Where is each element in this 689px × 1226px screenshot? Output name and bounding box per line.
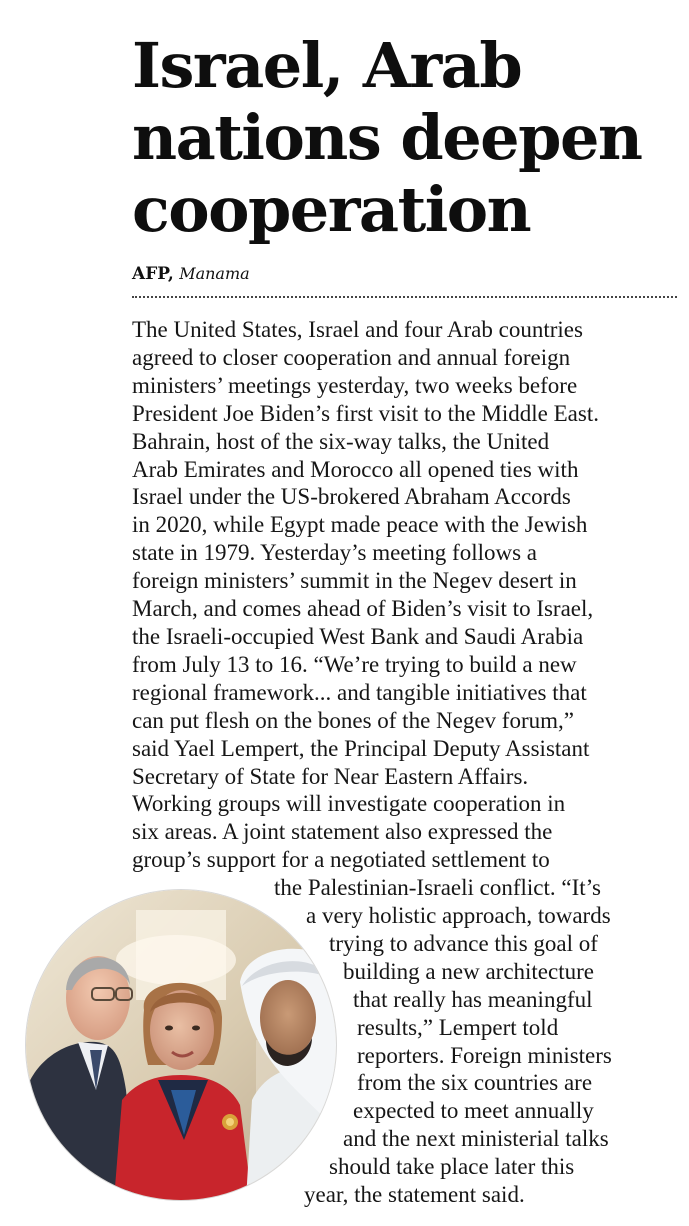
body-line: regional framework... and tangible initiatives that bbox=[132, 679, 587, 705]
body-line: can put flesh on the bones of the Negev forum,” bbox=[132, 707, 574, 733]
body-line: foreign ministers’ summit in the Negev desert in bbox=[132, 568, 577, 594]
body-line: in 2020, while Egypt made peace with the Jewish bbox=[132, 512, 588, 538]
byline-dateline: Manama bbox=[179, 264, 250, 283]
body-line: from July 13 to 16. “We’re trying to build a new bbox=[132, 651, 577, 677]
body-line: said Yael Lempert, the Principal Deputy Assistant bbox=[132, 735, 590, 761]
body-line: Secretary of State for Near Eastern Affairs. bbox=[132, 763, 529, 789]
body-line: six areas. A joint statement also expressed the bbox=[132, 819, 553, 845]
body-line: a very holistic approach, towards bbox=[306, 903, 611, 929]
body-line: Israel under the US-brokered Abraham Accords bbox=[132, 484, 571, 510]
body-line: ministers’ meetings yesterday, two weeks before bbox=[132, 372, 578, 398]
body-line: expected to meet annually bbox=[353, 1098, 594, 1124]
body-line: group’s support for a negotiated settlement to bbox=[132, 847, 550, 873]
byline bbox=[132, 263, 250, 285]
headline-line: cooperation bbox=[132, 173, 531, 246]
body-line: year, the statement said. bbox=[304, 1182, 525, 1208]
body-line: trying to advance this goal of bbox=[329, 930, 598, 956]
body-line: the Palestinian-Israeli conflict. “It’s bbox=[274, 875, 601, 901]
body-line: state in 1979. Yesterday’s meeting follows a bbox=[132, 540, 538, 566]
news-photo bbox=[26, 890, 336, 1200]
body-line: building a new architecture bbox=[343, 958, 594, 984]
headline-line: Israel, Arab bbox=[132, 29, 522, 102]
body-line: Bahrain, host of the six-way talks, the United bbox=[132, 428, 550, 454]
body-line: from the six countries are bbox=[357, 1070, 593, 1096]
body-line: agreed to closer cooperation and annual foreign bbox=[132, 344, 571, 370]
body-line: that really has meaningful bbox=[353, 986, 593, 1012]
body-line: and the next ministerial talks bbox=[343, 1126, 609, 1152]
headline bbox=[132, 30, 672, 246]
body-line: March, and comes ahead of Biden’s visit to Israel, bbox=[132, 596, 594, 622]
body-line: the Israeli-occupied West Bank and Saudi Arabia bbox=[132, 623, 584, 649]
body-line: Working groups will investigate cooperation in bbox=[132, 791, 566, 817]
body-line: should take place later this bbox=[329, 1154, 575, 1180]
body-line: President Joe Biden’s first visit to the Middle East. bbox=[132, 400, 599, 426]
body-line: Arab Emirates and Morocco all opened ties with bbox=[132, 456, 579, 482]
body-line: reporters. Foreign ministers bbox=[357, 1042, 612, 1068]
body-line: The United States, Israel and four Arab countries bbox=[132, 317, 583, 342]
body-line: results,” Lempert told bbox=[357, 1014, 559, 1040]
headline-line: nations deepen bbox=[132, 101, 642, 174]
dotted-divider bbox=[132, 296, 677, 298]
byline-agency: AFP, bbox=[132, 264, 174, 284]
